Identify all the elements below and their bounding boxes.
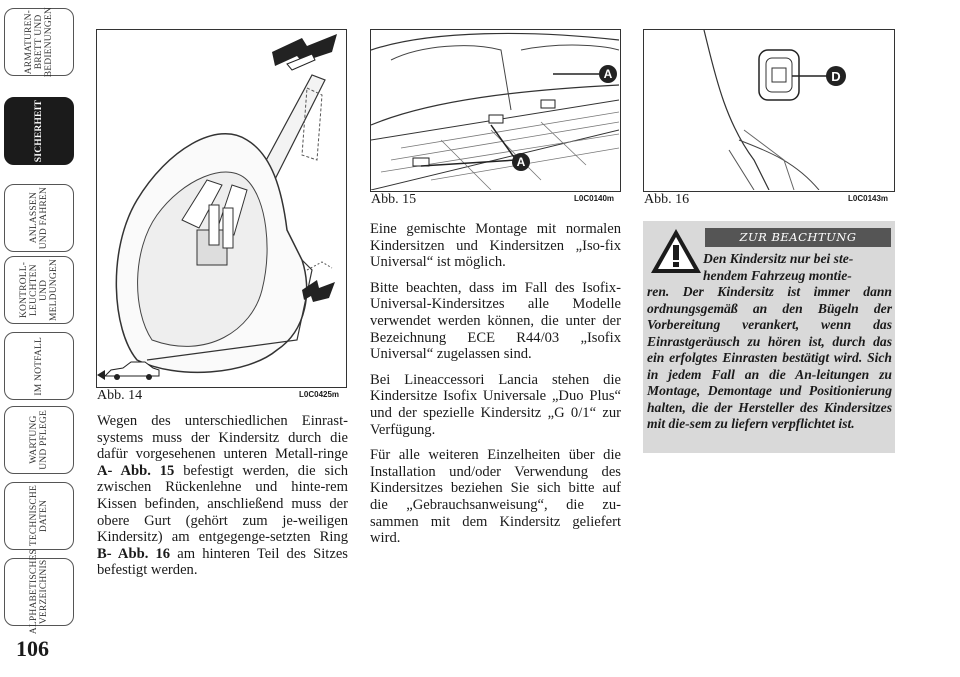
section-tabs (0, 0, 78, 640)
text-run: Wegen des unterschiedlichen Einrast-systems muss der Kindersitz durch die dafür vorgesehenen unteren Metall-ringe (97, 413, 348, 463)
paragraph: Für alle weiteren Einzelheiten über die Installation und/oder Verwendung des Kindersitzes beziehen Sie sich bitte auf die „Gebrauchsanweisung“, die zu-sammen mit dem Kindersitz geliefert wird. (370, 447, 621, 547)
figure-caption-16: Abb. 16 (644, 192, 690, 207)
warning-line: Den Kindersitz nur bei ste- (703, 251, 854, 266)
figure-caption-14: Abb. 14 (97, 388, 143, 403)
column-1-text (97, 413, 348, 588)
tab-label: TECHNISCHE DATEN (29, 485, 49, 547)
anchor-marker-lower: A (516, 155, 526, 169)
column-2-text (370, 221, 621, 556)
tab-label: WARTUNG UND PFLEGE (29, 410, 49, 470)
tab-notfall[interactable] (4, 332, 74, 400)
paragraph: Eine gemischte Montage mit normalen Kindersitzen und Kindersitzen „Iso-fix Universal“ ist möglich. (370, 221, 621, 271)
page-number: 106 (16, 636, 49, 661)
tab-label: ALPHABETISCHES VERZEICHNIS (29, 549, 49, 635)
figure-rear-ring (643, 29, 895, 192)
tab-label: IM NOTFALL (34, 336, 44, 396)
anchor-marker-upper: A (603, 67, 613, 81)
text-run: am hinteren Teil des Sitzes befestigt werden. (97, 545, 348, 579)
paragraph: Bitte beachten, dass im Fall des Isofix-Universal-Kindersitzes alle Modelle verwendet werden können, die unter der Bezeichnung ECE R44/03 „Isofix Universal“ zugelassen sind. (370, 279, 621, 363)
tab-armaturenbrett[interactable] (4, 8, 74, 76)
tab-anlassen[interactable] (4, 184, 74, 252)
figure-reference: A- Abb. 15 (97, 462, 175, 479)
figure-code-14: L0C0425m (299, 390, 340, 399)
tab-label: ARMATUREN- BRETT UND BEDIENUNGEN (24, 6, 54, 78)
tab-sicherheit[interactable] (4, 97, 74, 165)
rear-ring-illustration (644, 30, 893, 190)
text-run: befestigt werden, die sich zwischen Rückenlehne und hinte-rem Kissen befinden, anschließend muss der obere Gurt (gehört zum je-weiligen Kindersitz) am entgegenge-setzten Ring (97, 462, 348, 546)
tab-label: KONTROLL- LEUCHTEN UND MELDUNGEN (19, 259, 59, 321)
figure-caption-15: Abb. 15 (371, 192, 417, 207)
tab-verzeichnis[interactable] (4, 549, 74, 635)
figure-child-seat (96, 29, 347, 388)
paragraph: Bei Lineaccessori Lancia stehen die Kindersitze Isofix Universale „Duo Plus“ und der spezielle Kindersitz „G 0/1“ zur Verfügung. (370, 371, 621, 438)
child-seat-illustration (97, 30, 345, 386)
warning-line: hendem Fahrzeug montie- (703, 267, 852, 283)
warning-heading: ZUR BEACHTUNG (705, 228, 891, 247)
figure-code-16: L0C0143m (848, 194, 889, 203)
paragraph (97, 413, 348, 579)
warning-body: ren. Der Kindersitz ist immer dann ordnungsgemäß an den Bügeln der Vorbereitung verankert, wenn das Einrastgeräusch zu hören ist, durch das ein erfolgtes Einrasten bestätigt wird. Sich in jedem Fall an die An-leitungen zu Montage, Demontage und Positionierung halten, die der Hersteller des Kindersitzes mit die-sem zu liefern verpflichtet ist. (647, 284, 892, 431)
tab-label: SICHERHEIT (34, 99, 44, 163)
figure-seat-anchors (370, 29, 621, 192)
figure-reference: B- Abb. 16 (97, 545, 171, 562)
seat-anchor-illustration (371, 30, 619, 190)
warning-box (643, 221, 895, 453)
ring-marker: D (831, 69, 841, 84)
warning-text (647, 251, 892, 433)
tab-wartung[interactable] (4, 406, 74, 474)
tab-kontrollleuchten[interactable] (4, 256, 74, 324)
tab-technische-daten[interactable] (4, 482, 74, 550)
figure-code-15: L0C0140m (574, 194, 615, 203)
tab-label: ANLASSEN UND FAHREN (29, 186, 49, 250)
